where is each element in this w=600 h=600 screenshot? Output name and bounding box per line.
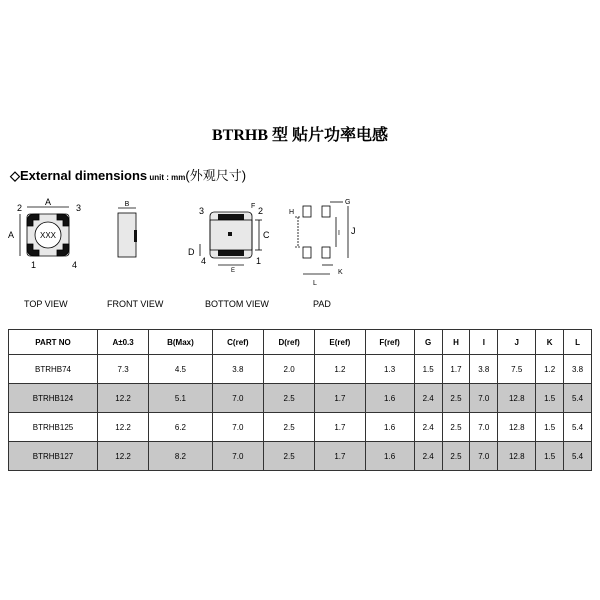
table-cell: 5.1: [149, 384, 213, 413]
top-pin-2: 2: [17, 203, 23, 213]
front-view-label: FRONT VIEW: [107, 299, 164, 309]
dim-j: J: [351, 226, 356, 236]
page-title: BTRHB 型 贴片功率电感: [211, 127, 389, 144]
part-number-cell: BTRHB74: [9, 355, 98, 384]
table-cell: 2.0: [263, 355, 314, 384]
table-cell: 3.8: [564, 355, 592, 384]
table-cell: 2.5: [263, 442, 314, 471]
pad-label: PAD: [313, 299, 331, 309]
table-cell: 7.0: [212, 413, 263, 442]
part-number-cell: BTRHB127: [9, 442, 98, 471]
table-cell: 5.4: [564, 442, 592, 471]
table-cell: 2.5: [442, 442, 470, 471]
diamond-icon: ◇: [10, 168, 20, 183]
table-cell: 1.5: [536, 413, 564, 442]
section-heading-text: External dimensions: [20, 168, 148, 183]
table-header-row: [9, 330, 592, 355]
top-pin-4: 4: [72, 260, 78, 270]
unit-cn-label: (外观尺寸): [185, 168, 247, 183]
bottom-pin-2: 2: [258, 206, 264, 216]
table-cell: 3.8: [212, 355, 263, 384]
header-cell: K: [536, 330, 564, 355]
header-cell: A±0.3: [98, 330, 149, 355]
header-cell: H: [442, 330, 470, 355]
table-cell: 12.8: [498, 384, 536, 413]
table-cell: 1.7: [315, 442, 365, 471]
dim-a-top: A: [44, 197, 52, 207]
dimension-drawings: [0, 190, 600, 300]
dim-h: H: [289, 209, 295, 216]
dim-d: D: [188, 247, 195, 257]
top-pin-3: 3: [76, 203, 82, 213]
table-cell: 7.5: [498, 355, 536, 384]
bottom-pin-4: 4: [201, 256, 207, 266]
dim-c: C: [263, 230, 270, 240]
table-cell: 1.6: [365, 384, 414, 413]
part-number-cell: BTRHB125: [9, 413, 98, 442]
table-cell: 12.8: [498, 413, 536, 442]
header-cell: J: [498, 330, 536, 355]
table-cell: 12.2: [98, 413, 149, 442]
section-heading: [10, 165, 246, 184]
table-cell: 1.6: [365, 442, 414, 471]
dim-k: K: [338, 269, 343, 276]
dim-e: E: [231, 268, 236, 274]
table-cell: 1.6: [365, 413, 414, 442]
table-cell: 7.0: [470, 413, 498, 442]
table-cell: 2.5: [442, 413, 470, 442]
table-cell: 6.2: [149, 413, 213, 442]
top-pin-1: 1: [31, 260, 37, 270]
table-cell: 1.3: [365, 355, 414, 384]
part-number-cell: BTRHB124: [9, 384, 98, 413]
table-cell: 7.0: [212, 442, 263, 471]
unit-label: unit : mm: [147, 173, 186, 182]
bottom-pin-1: 1: [256, 256, 262, 266]
header-part-no: PART NO: [9, 330, 98, 355]
front-view-drawing: [118, 201, 137, 257]
dim-f: F: [251, 203, 256, 210]
table-cell: 2.4: [414, 384, 442, 413]
header-cell: G: [414, 330, 442, 355]
dim-g: G: [345, 199, 351, 206]
dim-l: L: [313, 280, 317, 287]
table-cell: 5.4: [564, 413, 592, 442]
table-cell: 2.4: [414, 442, 442, 471]
table-cell: 12.2: [98, 384, 149, 413]
dim-i: I: [338, 230, 340, 237]
pad-drawing: [289, 199, 356, 287]
table-cell: 3.8: [470, 355, 498, 384]
table-cell: 2.5: [263, 384, 314, 413]
table-row: [9, 413, 592, 442]
table-cell: 1.2: [536, 355, 564, 384]
header-cell: C(ref): [212, 330, 263, 355]
bottom-view-label: BOTTOM VIEW: [205, 299, 269, 309]
table-cell: 7.3: [98, 355, 149, 384]
table-cell: 7.0: [470, 442, 498, 471]
header-cell: D(ref): [263, 330, 314, 355]
top-view-label: TOP VIEW: [24, 299, 68, 309]
table-cell: 1.5: [536, 384, 564, 413]
table-cell: 12.8: [498, 442, 536, 471]
bottom-view-drawing: [188, 203, 270, 274]
table-cell: 1.5: [536, 442, 564, 471]
table-cell: 7.0: [470, 384, 498, 413]
table-cell: 7.0: [212, 384, 263, 413]
table-row: [9, 442, 592, 471]
dim-b: B: [124, 201, 130, 208]
table-cell: 12.2: [98, 442, 149, 471]
table-cell: 1.7: [315, 413, 365, 442]
dimensions-table: [8, 329, 592, 471]
table-row: [9, 355, 592, 384]
table-cell: 4.5: [149, 355, 213, 384]
table-cell: 2.5: [442, 384, 470, 413]
table-cell: 2.4: [414, 413, 442, 442]
header-cell: B(Max): [149, 330, 213, 355]
table-cell: 2.5: [263, 413, 314, 442]
table-cell: 8.2: [149, 442, 213, 471]
header-cell: F(ref): [365, 330, 414, 355]
table-cell: 5.4: [564, 384, 592, 413]
table-row: [9, 384, 592, 413]
table-cell: 1.7: [442, 355, 470, 384]
dim-a-side: A: [8, 230, 15, 240]
table-cell: 1.5: [414, 355, 442, 384]
table-cell: 1.7: [315, 384, 365, 413]
header-cell: E(ref): [315, 330, 365, 355]
table-cell: 1.2: [315, 355, 365, 384]
bottom-pin-3: 3: [199, 206, 205, 216]
top-view-marking: XXX: [39, 231, 57, 240]
header-cell: I: [470, 330, 498, 355]
top-view-drawing: [8, 197, 81, 270]
header-cell: L: [564, 330, 592, 355]
